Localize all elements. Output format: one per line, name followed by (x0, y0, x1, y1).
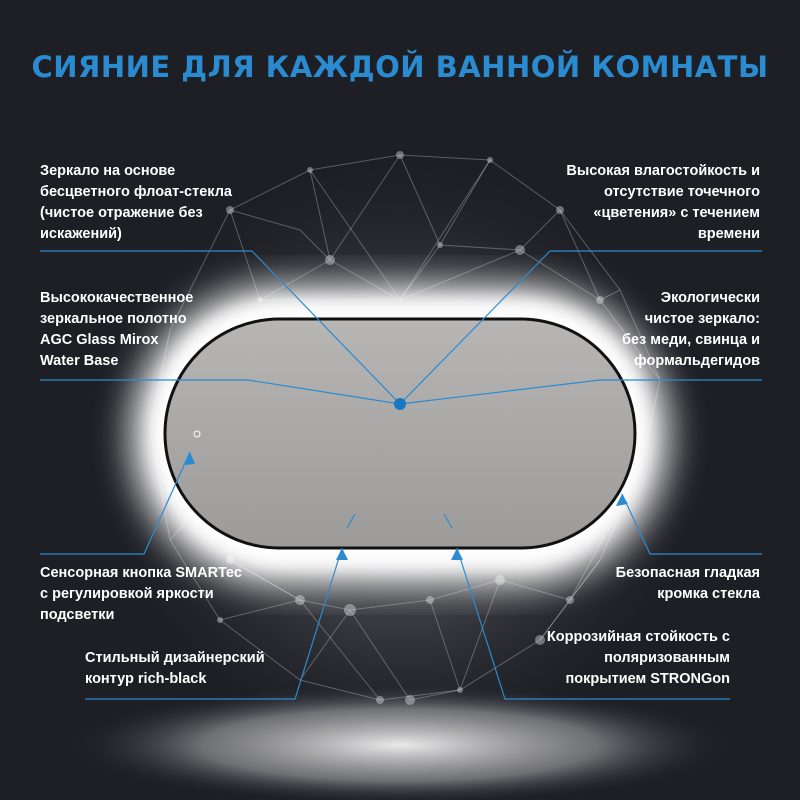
callout-line: Стильный дизайнерский (85, 650, 265, 666)
callout-line: Water Base (40, 353, 119, 369)
callout-line: искажений) (40, 226, 122, 242)
callout-line: Сенсорная кнопка SMARTec (40, 565, 242, 581)
page-title: СИЯНИЕ ДЛЯ КАЖДОЙ ВАННОЙ КОМНАТЫ (31, 50, 769, 84)
callout-line: времени (697, 226, 760, 242)
floor-glow (70, 685, 730, 800)
callout-line: кромка стекла (657, 586, 760, 602)
callout-smartec (40, 563, 242, 626)
callout-line: Высокая влагостойкость и (566, 163, 760, 179)
callout-line: с регулировкой яркости (40, 586, 214, 602)
callout-line: Зеркало на основе (40, 163, 176, 179)
callout-edge (616, 563, 760, 605)
callout-line: Высококачественное (40, 290, 194, 306)
callout-line: AGC Glass Mirox (40, 332, 159, 348)
center-point (394, 398, 406, 410)
callout-float-glass (40, 161, 232, 245)
callout-line: формальдегидов (634, 353, 760, 369)
callout-line: чистое зеркало: (644, 311, 760, 327)
callout-line: отсутствие точечного (604, 184, 760, 200)
callout-line: (чистое отражение без (40, 205, 203, 221)
callout-line: покрытием STRONGon (565, 671, 730, 687)
callout-line: контур rich-black (85, 671, 207, 687)
callout-agc (40, 288, 193, 372)
callout-line: Экологически (660, 290, 760, 306)
callout-line: подсветки (40, 607, 115, 623)
oval-mirror (165, 319, 635, 548)
callout-moisture (566, 161, 760, 245)
callout-contour (85, 648, 265, 690)
callout-line: Безопасная гладкая (615, 565, 760, 581)
callout-line: без меди, свинца и (622, 332, 760, 348)
callout-corrosion (547, 627, 730, 690)
callout-line: «цветения» с течением (593, 205, 760, 221)
callout-line: поляризованным (604, 650, 730, 666)
callout-line: Коррозийная стойкость с (546, 629, 730, 645)
callout-line: бесцветного флоат-стекла (40, 184, 232, 200)
callout-line: зеркальное полотно (40, 311, 187, 327)
callout-eco (622, 288, 760, 372)
